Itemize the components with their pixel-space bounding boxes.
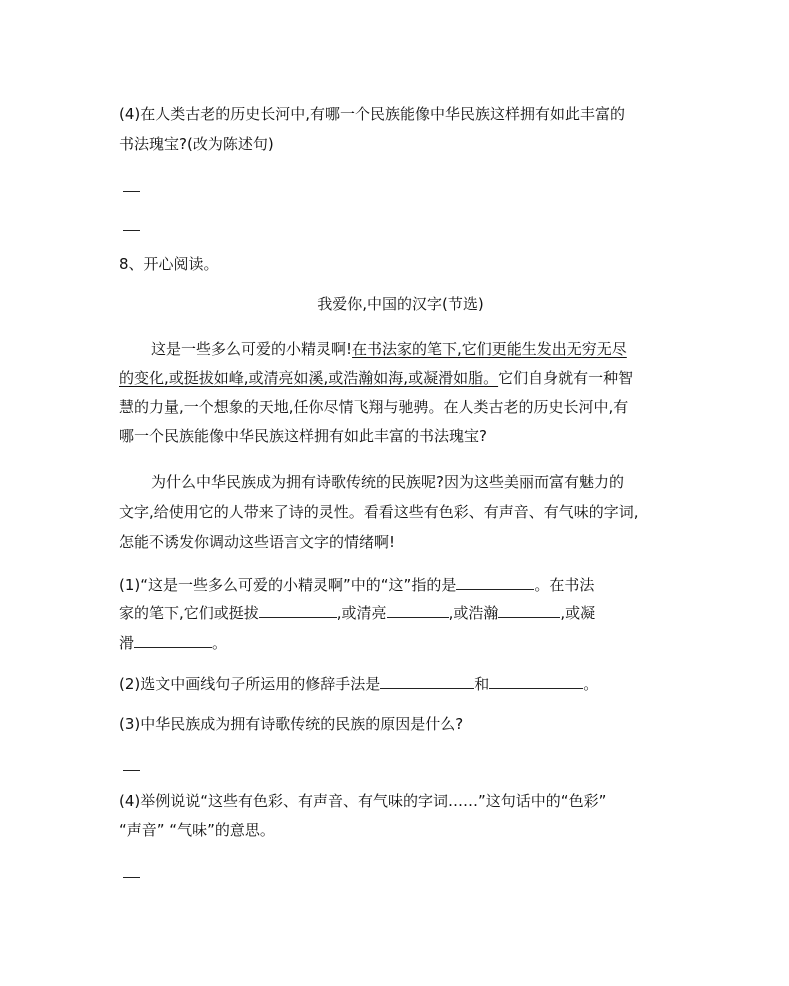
question-1-text: 。	[212, 634, 228, 652]
question-2-text: (2)选文中画线句子所运用的修辞手法是	[119, 675, 381, 693]
question-2-text: 和	[474, 675, 490, 693]
paragraph-1-text: 这是一些多么可爱的小精灵啊!	[151, 340, 353, 358]
question-4-top-line-1: (4)在人类古老的历史长河中,有哪一个民族能像中华民族这样拥有如此丰富的	[119, 105, 626, 123]
paragraph-1-line-1	[151, 339, 691, 359]
question-1-line-1	[119, 575, 689, 595]
question-1-text: 滑	[119, 634, 135, 652]
fill-blank[interactable]	[380, 674, 474, 689]
question-2-line	[119, 674, 689, 694]
question-2-text: 。	[583, 675, 599, 693]
fill-blank[interactable]	[134, 633, 212, 648]
question-1-text: 家的笔下,它们或挺拔	[119, 604, 259, 622]
fill-blank[interactable]	[498, 603, 560, 618]
question-1-text: ,或凝	[560, 604, 596, 622]
question-1-line-3	[119, 633, 689, 653]
question-4-top-line-2: 书法瑰宝?(改为陈述句)	[119, 135, 274, 153]
fill-blank[interactable]	[387, 603, 449, 618]
question-1-text: 。在书法	[534, 576, 595, 594]
fill-blank[interactable]	[259, 603, 337, 618]
paragraph-1-line-2	[119, 368, 689, 388]
paragraph-2-line-1: 为什么中华民族成为拥有诗歌传统的民族呢?因为这些美丽而富有魅力的	[151, 473, 624, 491]
paragraph-2-line-3: 怎能不诱发你调动这些语言文字的情绪啊!	[119, 533, 396, 551]
passage-title: 我爱你,中国的汉字(节选)	[317, 295, 484, 313]
answer-blank[interactable]	[123, 770, 140, 771]
answer-blank[interactable]	[123, 877, 140, 878]
underlined-sentence: 在书法家的笔下,它们更能生发出无穷无尽	[352, 340, 627, 358]
question-3-line: (3)中华民族成为拥有诗歌传统的民族的原因是什么?	[119, 715, 464, 733]
question-1-text: ,或清亮	[336, 604, 387, 622]
paragraph-1-line-3: 慧的力量,一个想象的天地,任你尽情飞翔与驰骋。在人类古老的历史长河中,有	[119, 398, 629, 416]
underlined-sentence: 的变化,或挺拔如峰,或清亮如溪,或浩瀚如海,或凝滑如脂。	[119, 369, 499, 387]
fill-blank[interactable]	[456, 575, 534, 590]
question-1-text: (1)“这是一些多么可爱的小精灵啊”中的“这”指的是	[119, 576, 457, 594]
section-heading: 8、开心阅读。	[119, 255, 219, 273]
question-1-text: ,或浩瀚	[448, 604, 499, 622]
answer-blank[interactable]	[123, 230, 140, 231]
question-4-line-2: “声音” “气味”的意思。	[119, 821, 275, 839]
paragraph-1-text: 它们自身就有一种智	[498, 369, 634, 387]
answer-blank[interactable]	[123, 191, 140, 192]
paragraph-2-line-2: 文字,给使用它的人带来了诗的灵性。看看这些有色彩、有声音、有气味的字词,	[119, 503, 639, 521]
question-1-line-2	[119, 603, 689, 623]
paragraph-1-line-4: 哪一个民族能像中华民族这样拥有如此丰富的书法瑰宝?	[119, 427, 487, 445]
fill-blank[interactable]	[489, 674, 583, 689]
question-4-line-1: (4)举例说说“这些有色彩、有声音、有气味的字词……”这句话中的“色彩”	[119, 792, 607, 810]
